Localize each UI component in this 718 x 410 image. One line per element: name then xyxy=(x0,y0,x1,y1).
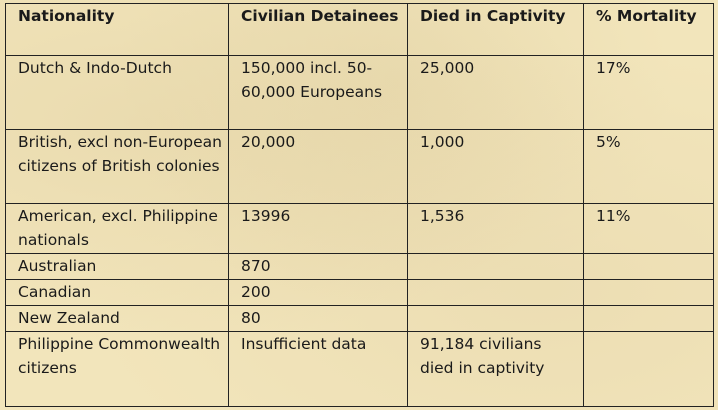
cell-nationality: American, excl. Philippine nationals xyxy=(6,204,229,254)
cell-nationality: Australian xyxy=(6,254,229,280)
cell-detainees: 200 xyxy=(229,280,408,306)
cell-nationality: New Zealand xyxy=(6,306,229,332)
cell-mortality: 5% xyxy=(584,130,714,204)
cell-nationality: Philippine Commonwealth citizens xyxy=(6,332,229,407)
table-header-row xyxy=(6,4,714,56)
cell-died: 1,000 xyxy=(408,130,584,204)
cell-nationality: British, excl non-European citizens of British colonies xyxy=(6,130,229,204)
cell-detainees: 80 xyxy=(229,306,408,332)
cell-detainees: Insufficient data xyxy=(229,332,408,407)
cell-died: 1,536 xyxy=(408,204,584,254)
cell-mortality: 17% xyxy=(584,56,714,130)
table-row xyxy=(6,280,714,306)
cell-mortality: 11% xyxy=(584,204,714,254)
civilian-detainees-table xyxy=(5,3,714,407)
header-mortality: % Mortality xyxy=(584,4,714,56)
table-row xyxy=(6,56,714,130)
table-row xyxy=(6,254,714,280)
cell-mortality xyxy=(584,332,714,407)
cell-mortality xyxy=(584,280,714,306)
cell-mortality xyxy=(584,254,714,280)
header-civilian-detainees: Civilian Detainees xyxy=(229,4,408,56)
table-row xyxy=(6,130,714,204)
cell-died xyxy=(408,306,584,332)
header-nationality: Nationality xyxy=(6,4,229,56)
header-died-in-captivity: Died in Captivity xyxy=(408,4,584,56)
cell-detainees: 20,000 xyxy=(229,130,408,204)
cell-detainees: 13996 xyxy=(229,204,408,254)
cell-detainees: 870 xyxy=(229,254,408,280)
table-row xyxy=(6,332,714,407)
table-row xyxy=(6,306,714,332)
table-row xyxy=(6,204,714,254)
cell-died xyxy=(408,280,584,306)
cell-mortality xyxy=(584,306,714,332)
cell-died: 91,184 civilians died in captivity xyxy=(408,332,584,407)
cell-nationality: Canadian xyxy=(6,280,229,306)
cell-died: 25,000 xyxy=(408,56,584,130)
cell-died xyxy=(408,254,584,280)
cell-detainees: 150,000 incl. 50-60,000 Europeans xyxy=(229,56,408,130)
cell-nationality: Dutch & Indo-Dutch xyxy=(6,56,229,130)
